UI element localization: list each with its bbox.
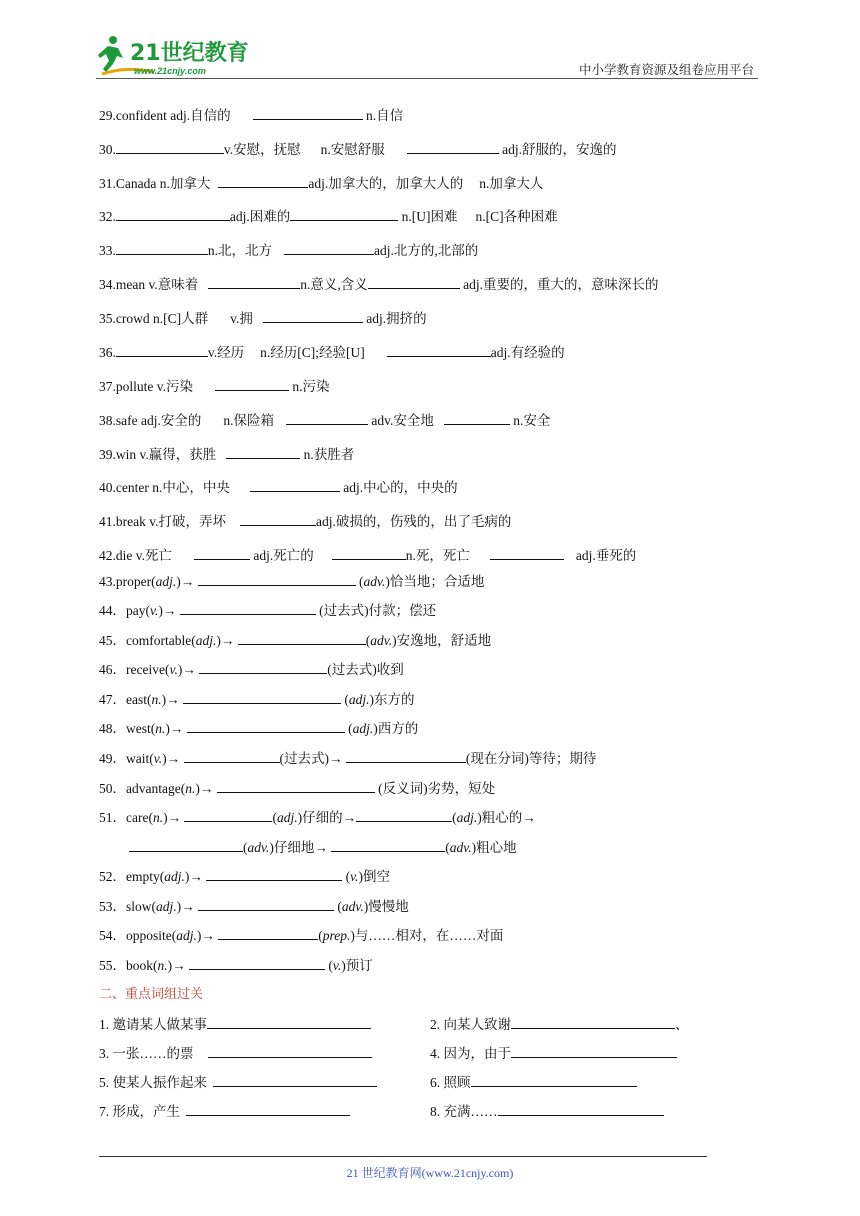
answer-blank[interactable] xyxy=(116,242,208,255)
answer-blank[interactable] xyxy=(346,750,466,763)
platform-title: 中小学教育资源及组卷应用平台 xyxy=(578,62,754,77)
answer-blank[interactable] xyxy=(263,310,363,323)
answer-blank[interactable] xyxy=(213,1074,377,1087)
answer-blank[interactable] xyxy=(194,547,250,560)
item-45: 45．comfortable(adj.)→ (adv.)安逸地，舒适地 xyxy=(99,633,492,648)
phrase-5: 5. 使某人振作起来 xyxy=(99,1074,377,1092)
item-39: 39.win v.赢得，获胜 n.获胜者 xyxy=(99,447,355,462)
item-44: 44．pay(v.)→ (过去式)付款；偿还 xyxy=(99,603,437,618)
answer-blank[interactable] xyxy=(207,1016,371,1029)
answer-blank[interactable] xyxy=(331,839,445,852)
phrase-6: 6. 照顾 xyxy=(430,1074,637,1092)
header-divider xyxy=(96,78,758,79)
answer-blank[interactable] xyxy=(240,513,316,526)
answer-blank[interactable] xyxy=(199,661,327,674)
answer-blank[interactable] xyxy=(290,208,398,221)
answer-blank[interactable] xyxy=(368,276,460,289)
item-54: 54．opposite(adj.)→ (prep.)与……相对，在……对面 xyxy=(99,928,504,943)
answer-blank[interactable] xyxy=(511,1045,677,1058)
answer-blank[interactable] xyxy=(218,175,308,188)
answer-blank[interactable] xyxy=(238,632,366,645)
answer-blank[interactable] xyxy=(183,691,341,704)
answer-blank[interactable] xyxy=(186,1103,350,1116)
answer-blank[interactable] xyxy=(511,1016,675,1029)
item-38: 38.safe adj.安全的 n.保险箱 adv.安全地 n.安全 xyxy=(99,413,551,428)
answer-blank[interactable] xyxy=(444,412,510,425)
answer-blank[interactable] xyxy=(116,208,230,221)
phrase-3: 3. 一张……的票 xyxy=(99,1045,372,1063)
logo-url: www.21cnjy.com xyxy=(134,66,206,76)
item-32: 32. adj.困难的 n.[U]困难 n.[C]各种困难 xyxy=(99,209,558,224)
item-52: 52．empty(adj.)→ (v.)倒空 xyxy=(99,869,391,884)
answer-blank[interactable] xyxy=(286,412,368,425)
answer-blank[interactable] xyxy=(208,276,300,289)
answer-blank[interactable] xyxy=(208,1045,372,1058)
item-46: 46．receive(v.)→ (过去式)收到 xyxy=(99,662,404,677)
phrase-8: 8. 充满…… xyxy=(430,1103,664,1121)
site-logo xyxy=(96,34,266,80)
answer-blank[interactable] xyxy=(356,809,452,822)
answer-blank[interactable] xyxy=(490,547,564,560)
answer-blank[interactable] xyxy=(226,446,300,459)
phrase-7: 7. 形成，产生 xyxy=(99,1103,350,1121)
answer-blank[interactable] xyxy=(471,1074,637,1087)
answer-blank[interactable] xyxy=(498,1103,664,1116)
footer-link[interactable]: 21 世纪教育网(www.21cnjy.com) xyxy=(346,1166,514,1180)
page-header xyxy=(0,0,860,90)
item-48: 48．west(n.)→ (adj.)西方的 xyxy=(99,721,419,736)
item-47: 47．east(n.)→ (adj.)东方的 xyxy=(99,692,415,707)
item-30: 30. v.安慰，抚慰 n.安慰舒服 adj.舒服的，安逸的 xyxy=(99,142,617,157)
item-29: 29.confident adj.自信的 n.自信 xyxy=(99,108,404,123)
answer-blank[interactable] xyxy=(215,378,289,391)
answer-blank[interactable] xyxy=(198,573,356,586)
answer-blank[interactable] xyxy=(198,898,334,911)
item-41: 41.break v.打破，弄坏 adj.破损的，伤残的，出了毛病的 xyxy=(99,514,512,529)
item-34: 34.mean v.意味着 n.意义,含义 adj.重要的，重大的，意味深长的 xyxy=(99,277,659,292)
answer-blank[interactable] xyxy=(206,868,342,881)
item-49: 49．wait(v.)→ (过去式)→ (现在分词)等待；期待 xyxy=(99,751,597,766)
answer-blank[interactable] xyxy=(116,141,224,154)
answer-blank[interactable] xyxy=(129,839,243,852)
answer-blank[interactable] xyxy=(189,957,325,970)
answer-blank[interactable] xyxy=(180,602,316,615)
item-43: 43.proper(adj.)→ (adv.)恰当地；合适地 xyxy=(99,574,485,589)
answer-blank[interactable] xyxy=(218,927,318,940)
answer-blank[interactable] xyxy=(332,547,406,560)
section-title: 二、重点词组过关 xyxy=(99,987,204,1002)
phrase-1: 1. 邀请某人做某事 xyxy=(99,1016,371,1034)
phrase-4: 4. 因为，由于 xyxy=(430,1045,677,1063)
item-35: 35.crowd n.[C]人群 v.拥 adj.拥挤的 xyxy=(99,311,427,326)
answer-blank[interactable] xyxy=(250,479,340,492)
answer-blank[interactable] xyxy=(253,107,363,120)
item-51-continued: (adv.)仔细地→ (adv.)粗心地 xyxy=(129,839,517,857)
footer-divider xyxy=(99,1156,707,1157)
answer-blank[interactable] xyxy=(407,141,499,154)
answer-blank[interactable] xyxy=(387,344,491,357)
answer-blank[interactable] xyxy=(217,780,375,793)
answer-blank[interactable] xyxy=(116,344,208,357)
item-50: 50．advantage(n.)→ (反义词)劣势，短处 xyxy=(99,781,496,796)
item-42: 42.die v.死亡 adj.死亡的 n.死，死亡 adj.垂死的 xyxy=(99,548,637,563)
item-37: 37.pollute v.污染 n.污染 xyxy=(99,379,330,394)
answer-blank[interactable] xyxy=(284,242,374,255)
answer-blank[interactable] xyxy=(184,750,280,763)
item-33: 33. n.北，北方 adj.北方的,北部的 xyxy=(99,243,479,258)
item-36: 36. v.经历 n.经历[C];经验[U] adj.有经验的 xyxy=(99,345,565,360)
phrase-2: 2. 向某人致谢 、 xyxy=(430,1017,689,1032)
item-55: 55．book(n.)→ (v.)预订 xyxy=(99,958,373,973)
item-51: 51．care(n.)→ (adj.)仔细的→ (adj.)粗心的→ xyxy=(99,810,536,825)
logo-text: 21世纪教育 xyxy=(130,41,249,66)
item-40: 40.center n.中心，中央 adj.中心的，中央的 xyxy=(99,480,458,495)
item-31: 31.Canada n.加拿大 adj.加拿大的，加拿大人的 n.加拿大人 xyxy=(99,176,544,191)
answer-blank[interactable] xyxy=(187,720,345,733)
answer-blank[interactable] xyxy=(184,809,272,822)
item-53: 53．slow(adj.)→ (adv.)慢慢地 xyxy=(99,899,409,914)
